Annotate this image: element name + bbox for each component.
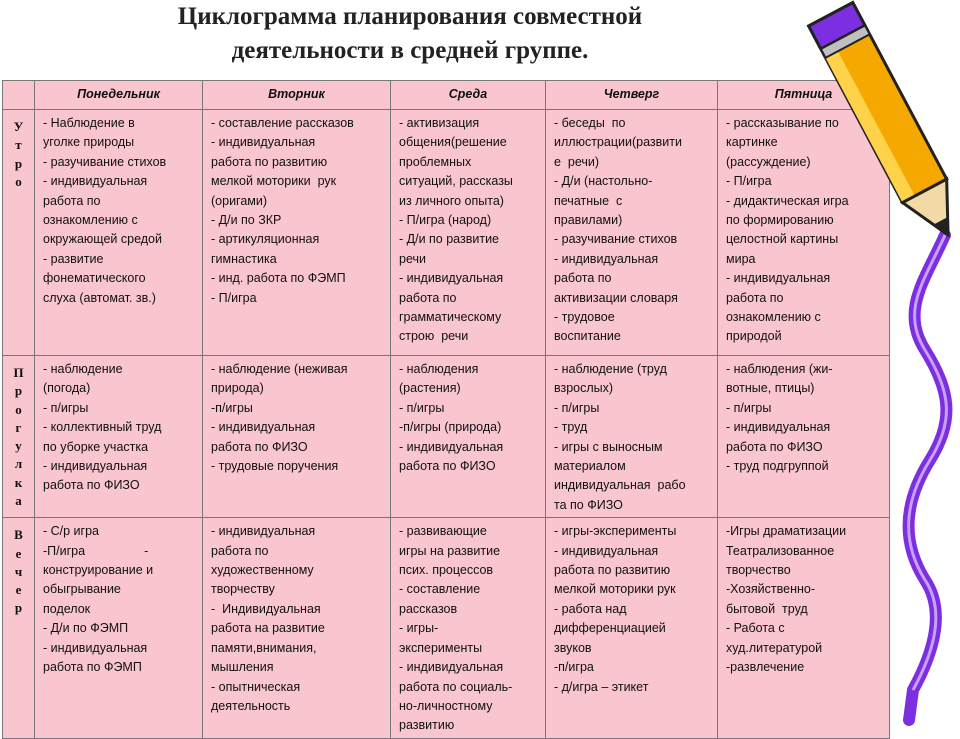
activity-cell (391, 110, 546, 356)
period-letter: о (15, 173, 22, 189)
activity-line: - индивидуальная (211, 135, 316, 150)
activity-line: мелкой моторики рук (211, 174, 337, 189)
activity-line: грамматическому (399, 310, 502, 325)
activity-line: работа на развитие (211, 621, 325, 636)
activity-line: - П/игра (народ) (399, 213, 492, 228)
activity-line: псих. процессов (399, 563, 494, 578)
activity-line: - игры-эксперименты (554, 524, 677, 539)
activity-line: творчество (726, 563, 791, 578)
activity-line: - работа над (554, 601, 627, 616)
header-row (3, 81, 890, 110)
activity-line: развитию (399, 718, 455, 733)
activity-line: работа по ФИЗО (43, 478, 140, 493)
activity-line: бытовой труд (726, 601, 808, 616)
activity-line: - активизация (399, 116, 480, 130)
activity-line: - Д/и по ФЭМП (43, 621, 129, 636)
activity-line: - индивидуальная (43, 640, 148, 655)
activity-line: - инд. работа по ФЭМП (211, 271, 346, 286)
period-label (3, 356, 35, 518)
activity-line: картинке (726, 135, 778, 150)
activity-line: (погода) (43, 381, 91, 396)
title-line-2: деятельности в средней группе. (231, 37, 589, 64)
activity-line: работа по (211, 543, 269, 558)
activity-line: - Д/и (настольно- (554, 174, 653, 189)
table-row (3, 110, 890, 356)
activity-line: - развивающие (399, 524, 487, 539)
activity-cell (35, 356, 203, 518)
activity-line: -п/игры (211, 400, 253, 415)
activity-cell (546, 356, 718, 518)
activity-line: конструирование и (43, 563, 154, 578)
activity-line: проблемных (399, 154, 472, 169)
activity-line: - наблюдение (неживая (211, 362, 348, 376)
activity-line: - индивидуальная (726, 420, 831, 435)
activity-line: е речи) (554, 154, 600, 169)
activity-line: работа по ФИЗО (399, 459, 496, 474)
activity-line: речи (399, 251, 426, 266)
activity-cell (546, 518, 718, 738)
activity-line: природа) (211, 381, 264, 396)
activity-line: звуков (554, 640, 592, 655)
activity-cell (203, 518, 391, 738)
period-letter: р (14, 600, 23, 616)
activity-line: рассказов (399, 601, 458, 616)
activity-line: памяти,внимания, (211, 640, 317, 655)
period-letter: р (14, 155, 23, 171)
period-label (3, 110, 35, 356)
activity-line: материалом (554, 459, 626, 474)
activity-line: воспитание (554, 329, 621, 344)
activity-line: печатные с (554, 193, 623, 208)
period-letter: У (13, 119, 24, 134)
corner-cell (3, 81, 35, 110)
period-label (3, 518, 35, 738)
activity-line: работа по развитию (554, 563, 671, 578)
period-letter: л (14, 456, 23, 472)
activity-line: общения(решение (399, 135, 507, 150)
period-letter: е (15, 545, 22, 561)
activity-line: ознакомлению с (726, 310, 821, 325)
activity-cell (391, 518, 546, 738)
activity-line: - Наблюдение в (43, 116, 135, 130)
activity-line: творчеству (211, 582, 275, 597)
activity-line: (оригами) (211, 193, 268, 208)
activity-line: - беседы по (554, 116, 626, 130)
activity-line: правилами) (554, 213, 623, 228)
activity-line: - п/игры (43, 400, 89, 415)
activity-line: - наблюдение (43, 362, 123, 376)
activity-line: - индивидуальная (554, 251, 659, 266)
schedule-table (2, 80, 890, 739)
activity-line: -п/игра (554, 660, 594, 675)
activity-line: - П/игра (726, 174, 772, 189)
activity-line: мелкой моторики рук (554, 582, 676, 597)
activity-line: работа по (554, 271, 612, 286)
activity-line: - артикуляционная (211, 232, 320, 247)
activity-line: по формированию (726, 213, 834, 228)
activity-line: -развлечение (726, 660, 805, 675)
activity-line: -Хозяйственно- (726, 582, 816, 597)
activity-line: ознакомлению с (43, 213, 138, 228)
activity-cell (35, 518, 203, 738)
activity-line: (рассуждение) (726, 154, 811, 169)
activity-line: иллюстрации(развити (554, 135, 682, 150)
activity-line: художественному (211, 563, 314, 578)
activity-line: работа по (43, 193, 101, 208)
activity-line: худ.литературой (726, 640, 823, 655)
period-letter: е (15, 582, 22, 598)
activity-line: - наблюдения (399, 362, 479, 376)
activity-line: дифференциацией (554, 621, 666, 636)
activity-line: вотные, птицы) (726, 381, 815, 396)
day-header: Вторник (203, 81, 391, 110)
title-line-1: Циклограмма планирования совместной (177, 3, 643, 30)
day-header: Четверг (546, 81, 718, 110)
activity-line: - Д/и по развитие (399, 232, 499, 247)
activity-line: работа по социаль- (399, 679, 513, 694)
activity-line: - индивидуальная (399, 271, 504, 286)
activity-line: - составление рассказов (211, 116, 354, 130)
activity-line: работа по (726, 290, 784, 305)
period-letter: р (14, 383, 23, 399)
activity-line: по уборке участка (43, 439, 149, 454)
activity-line: активизации словаря (554, 290, 678, 305)
activity-line: - индивидуальная (211, 420, 316, 435)
activity-cell (203, 110, 391, 356)
table-row (3, 356, 890, 518)
activity-line: - коллективный труд (43, 420, 162, 435)
schedule-table-wrapper (2, 80, 889, 733)
activity-line: игры на развитие (399, 543, 501, 558)
activity-line: - труд (554, 420, 588, 435)
activity-line: та по ФИЗО (554, 497, 623, 512)
activity-line: природой (726, 329, 782, 344)
activity-line: -П/игра - (43, 543, 149, 558)
activity-line: - индивидуальная (399, 439, 504, 454)
activity-line: - индивидуальная (726, 271, 831, 286)
activity-line: эксперименты (399, 640, 483, 655)
activity-line: - опытническая (211, 679, 301, 694)
activity-line: -п/игры (природа) (399, 420, 502, 435)
activity-line: уголке природы (43, 135, 135, 150)
period-letter: г (15, 419, 22, 435)
activity-line: - П/игра (211, 290, 257, 305)
period-letter: В (14, 527, 23, 543)
activity-line: - индивидуальная (43, 174, 148, 189)
period-letter: у (15, 438, 22, 454)
activity-line: -Игры драматизации (726, 524, 847, 539)
activity-line: - С/р игра (43, 524, 100, 539)
table-row (3, 518, 890, 738)
activity-line: - Индивидуальная (211, 601, 321, 616)
activity-line: - наблюдения (жи- (726, 362, 833, 376)
activity-line: - п/игры (726, 400, 772, 415)
activity-line: Театрализованное (726, 543, 835, 558)
day-header: Среда (391, 81, 546, 110)
activity-line: поделок (43, 601, 91, 616)
activity-line: - индивидуальная (43, 459, 148, 474)
period-letter: о (15, 401, 22, 417)
activity-line: - трудовые поручения (211, 459, 339, 474)
activity-line: - разучивание стихов (554, 232, 678, 247)
activity-line: (растения) (399, 381, 461, 396)
activity-line: слуха (автомат. зв.) (43, 290, 156, 305)
activity-line: индивидуальная рабо (554, 478, 686, 493)
activity-line: - индивидуальная (554, 543, 659, 558)
activity-line: - составление (399, 582, 481, 597)
activity-line: работа по ФИЗО (726, 439, 823, 454)
activity-line: работа по ФЭМП (43, 660, 142, 675)
activity-line: взрослых) (554, 381, 614, 396)
activity-line: - рассказывание по (726, 116, 839, 130)
activity-line: - развитие (43, 251, 104, 266)
activity-line: но-личностному (399, 698, 493, 713)
activity-line: целостной картины (726, 232, 839, 247)
day-header: Понедельник (35, 81, 203, 110)
period-letter: П (13, 365, 24, 380)
page-title (60, 0, 760, 68)
activity-line: - Работа с (726, 621, 785, 636)
activity-line: мира (726, 251, 756, 266)
activity-cell (391, 356, 546, 518)
pencil-illustration (805, 0, 960, 720)
activity-line: - д/игра – этикет (554, 679, 649, 694)
activity-line: - разучивание стихов (43, 154, 167, 169)
period-letter: а (15, 493, 22, 509)
activity-line: - игры- (399, 621, 439, 636)
activity-line: мышления (211, 660, 274, 675)
activity-line: - дидактическая игра (726, 193, 849, 208)
day-header: Пятница (718, 81, 890, 110)
activity-line: - индивидуальная (399, 660, 504, 675)
activity-line: гимнастика (211, 251, 277, 266)
period-letter: ч (14, 563, 23, 579)
period-letter: к (14, 474, 23, 490)
activity-line: обыгрывание (43, 582, 121, 597)
activity-cell (35, 110, 203, 356)
activity-line: из личного опыта) (399, 193, 504, 208)
activity-line: - наблюдение (труд (554, 362, 667, 376)
activity-line: фонематического (43, 271, 146, 286)
activity-line: работа по (399, 290, 457, 305)
activity-line: ситуаций, рассказы (399, 174, 513, 189)
activity-line: - Д/и по ЗКР (211, 213, 282, 228)
activity-cell (546, 110, 718, 356)
activity-line: работа по ФИЗО (211, 439, 308, 454)
activity-line: - труд подгруппой (726, 459, 829, 474)
activity-line: - п/игры (399, 400, 445, 415)
period-letter: т (15, 137, 22, 153)
activity-line: окружающей средой (43, 232, 162, 247)
activity-line: - трудовое (554, 310, 615, 325)
activity-line: строю речи (399, 329, 469, 344)
activity-line: - п/игры (554, 400, 600, 415)
activity-line: - индивидуальная (211, 524, 316, 539)
activity-line: - игры с выносным (554, 439, 663, 454)
activity-line: работа по развитию (211, 154, 328, 169)
activity-cell (203, 356, 391, 518)
activity-line: деятельность (211, 698, 291, 713)
